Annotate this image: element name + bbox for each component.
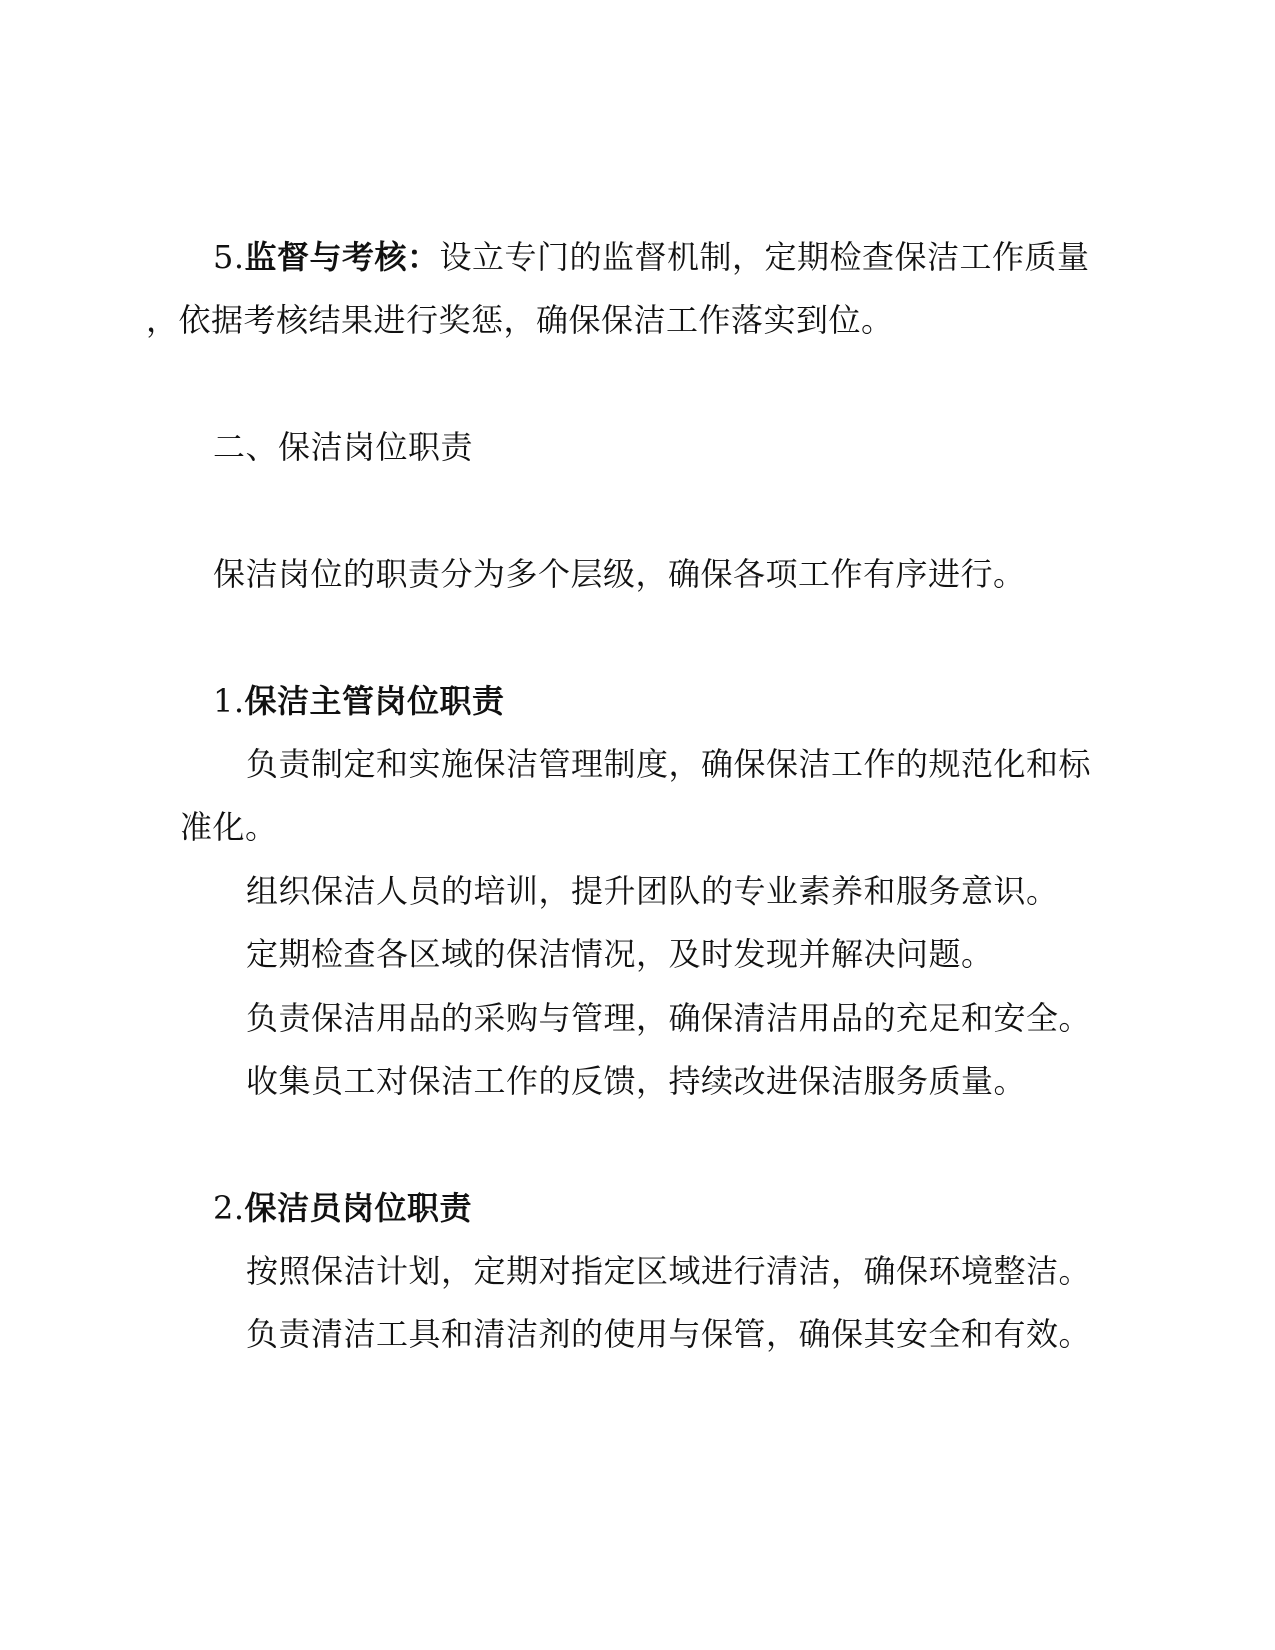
section5-line1 (213, 237, 1090, 277)
cleaner-duty-2: 负责清洁工具和清洁剂的使用与保管，确保其安全和有效。 (246, 1315, 1092, 1353)
supervisor-number: 1. (213, 682, 245, 720)
supervisor-duty-3: 定期检查各区域的保洁情况，及时发现并解决问题。 (246, 935, 994, 973)
supervisor-heading (213, 681, 505, 721)
intro-paragraph: 保洁岗位的职责分为多个层级，确保各项工作有序进行。 (213, 555, 1026, 593)
cleaner-heading (213, 1188, 472, 1228)
section5-title: 监督与考核： (244, 238, 440, 276)
section5-text: 设立专门的监督机制，定期检查保洁工作质量 (439, 238, 1090, 276)
supervisor-duty-1-line1: 负责制定和实施保洁管理制度，确保保洁工作的规范化和标 (246, 745, 1092, 783)
section5-line2: ，依据考核结果进行奖惩，确保保洁工作落实到位。 (146, 301, 894, 339)
section-heading: 二、保洁岗位职责 (213, 428, 474, 466)
supervisor-duty-5: 收集员工对保洁工作的反馈，持续改进保洁服务质量。 (246, 1062, 1027, 1100)
cleaner-title: 保洁员岗位职责 (244, 1189, 473, 1227)
cleaner-number: 2. (213, 1189, 245, 1227)
cleaner-duty-1: 按照保洁计划，定期对指定区域进行清洁，确保环境整洁。 (246, 1252, 1092, 1290)
supervisor-title: 保洁主管岗位职责 (244, 682, 505, 720)
supervisor-duty-2: 组织保洁人员的培训，提升团队的专业素养和服务意识。 (246, 872, 1059, 910)
supervisor-duty-4: 负责保洁用品的采购与管理，确保清洁用品的充足和安全。 (246, 999, 1092, 1037)
supervisor-duty-1-line2: 准化。 (180, 808, 278, 846)
section5-number: 5. (213, 238, 245, 276)
